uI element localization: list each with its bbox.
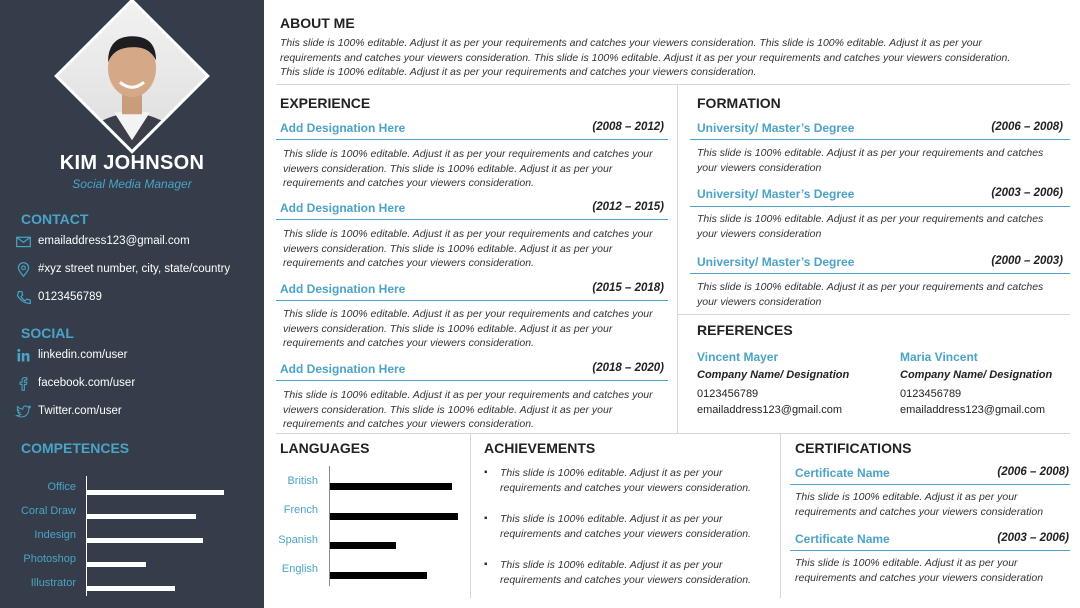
reference-name: Vincent Mayer bbox=[697, 350, 779, 364]
competence-label: Office bbox=[47, 481, 76, 493]
formation-dates: (2006 – 2008) bbox=[991, 121, 1063, 133]
divider bbox=[470, 434, 471, 598]
about-heading: ABOUT ME bbox=[280, 15, 355, 31]
language-bar bbox=[330, 513, 458, 520]
location-icon bbox=[13, 260, 33, 278]
language-bar bbox=[330, 483, 452, 490]
certifications-heading: CERTIFICATIONS bbox=[795, 440, 912, 456]
linkedin-icon bbox=[13, 346, 33, 364]
underline bbox=[690, 139, 1070, 140]
languages-heading: LANGUAGES bbox=[280, 440, 370, 456]
profile-name: KIM JOHNSON bbox=[59, 152, 205, 174]
about-line: This slide is 100% editable. Adjust it as per your requirements and catches your viewers consideration. This slide is 100% editable. Adjust it as per your bbox=[280, 37, 982, 49]
experience-description: This slide is 100% editable. Adjust it as per your requirements and catches your viewers consideration. This slide is 100% editable. Adjust it as per your requirements and catches your viewers consideration. bbox=[283, 148, 653, 189]
experience-dates: (2008 – 2012) bbox=[592, 121, 664, 133]
reference-company: Company Name/ Designation bbox=[900, 369, 1053, 381]
divider bbox=[678, 314, 1070, 315]
achievements-heading: ACHIEVEMENTS bbox=[484, 440, 596, 456]
competence-label: Indesign bbox=[34, 529, 76, 541]
language-bar bbox=[330, 542, 396, 549]
experience-title: Add Designation Here bbox=[280, 362, 406, 376]
certificate-title: Certificate Name bbox=[795, 532, 890, 546]
formation-title: University/ Master’s Degree bbox=[697, 121, 855, 135]
divider bbox=[276, 433, 1070, 434]
phone-icon bbox=[13, 288, 33, 306]
underline bbox=[690, 206, 1070, 207]
formation-dates: (2003 – 2006) bbox=[991, 187, 1063, 199]
facebook-icon bbox=[13, 374, 33, 392]
competences-heading: COMPETENCES bbox=[21, 440, 130, 456]
person-avatar-icon bbox=[54, 0, 210, 154]
competence-bar bbox=[87, 538, 203, 543]
language-label: Spanish bbox=[278, 534, 318, 546]
certificate-dates: (2006 – 2008) bbox=[997, 466, 1069, 478]
underline bbox=[276, 139, 668, 140]
language-label: English bbox=[281, 563, 318, 575]
competence-label: Photoshop bbox=[23, 553, 76, 565]
competence-bar bbox=[87, 490, 224, 495]
divider bbox=[780, 434, 781, 598]
social-heading: SOCIAL bbox=[21, 325, 74, 341]
social-facebook[interactable] bbox=[13, 374, 135, 392]
experience-dates: (2012 – 2015) bbox=[592, 201, 664, 213]
formation-dates: (2000 – 2003) bbox=[991, 255, 1063, 267]
formation-description: This slide is 100% editable. Adjust it as per your requirements and catches your viewers consideration bbox=[697, 281, 1044, 308]
competence-bar bbox=[87, 562, 146, 567]
contact-address-text: #xyz street number, city, state/country bbox=[38, 263, 231, 275]
references-heading: REFERENCES bbox=[697, 322, 793, 338]
competence-bar bbox=[87, 586, 175, 591]
about-text bbox=[280, 36, 1070, 80]
formation-heading: FORMATION bbox=[697, 95, 781, 111]
formation-description: This slide is 100% editable. Adjust it as per your requirements and catches your viewers consideration bbox=[697, 147, 1044, 174]
contact-email-text: emailaddress123@gmail.com bbox=[38, 235, 190, 247]
formation-description: This slide is 100% editable. Adjust it as per your requirements and catches your viewers consideration bbox=[697, 213, 1044, 240]
twitter-icon bbox=[13, 402, 33, 420]
formation-title: University/ Master’s Degree bbox=[697, 255, 855, 269]
experience-title: Add Designation Here bbox=[280, 121, 406, 135]
certificate-title: Certificate Name bbox=[795, 466, 890, 480]
experience-title: Add Designation Here bbox=[280, 282, 406, 296]
reference-name: Maria Vincent bbox=[900, 350, 978, 364]
certificate-dates: (2003 – 2006) bbox=[997, 532, 1069, 544]
reference-company: Company Name/ Designation bbox=[697, 369, 850, 381]
experience-heading: EXPERIENCE bbox=[280, 95, 371, 111]
contact-phone-text: 0123456789 bbox=[38, 291, 102, 303]
social-twitter-text: Twitter.com/user bbox=[38, 405, 122, 417]
about-line: This slide is 100% editable. Adjust it as per your requirements and catches your viewers consideration. bbox=[280, 66, 757, 78]
achievement-item: ▪ This slide is 100% editable. Adjust it as per your requirements and catches your viewers consideration. bbox=[484, 513, 751, 540]
reference-email[interactable]: emailaddress123@gmail.com bbox=[697, 404, 843, 416]
achievement-item: ▪ This slide is 100% editable. Adjust it as per your requirements and catches your viewers consideration. bbox=[484, 559, 751, 586]
experience-title: Add Designation Here bbox=[280, 201, 406, 215]
sidebar bbox=[0, 0, 264, 608]
experience-dates: (2015 – 2018) bbox=[592, 282, 664, 294]
underline bbox=[790, 484, 1070, 485]
social-facebook-text: facebook.com/user bbox=[38, 377, 136, 389]
social-linkedin[interactable] bbox=[13, 346, 127, 364]
about-line: requirements and catches your viewers consideration. This slide is 100% editable. Adjust it as per your requirements and catches your viewers consideration. bbox=[280, 51, 1011, 64]
social-linkedin-text: linkedin.com/user bbox=[38, 349, 128, 361]
contact-phone[interactable] bbox=[13, 288, 102, 306]
underline bbox=[276, 219, 668, 220]
email-icon bbox=[13, 232, 33, 250]
certificate-description: This slide is 100% editable. Adjust it as per your requirements and catches your viewers consideration bbox=[795, 491, 1044, 518]
underline bbox=[790, 550, 1070, 551]
competence-label: Coral Draw bbox=[20, 505, 76, 517]
experience-description: This slide is 100% editable. Adjust it as per your requirements and catches your viewers consideration. This slide is 100% editable. Adjust it as per your requirements and catches your viewers consideration. bbox=[283, 228, 653, 269]
certificate-description: This slide is 100% editable. Adjust it as per your requirements and catches your viewers consideration bbox=[795, 557, 1044, 584]
competence-label: Illustrator bbox=[30, 577, 76, 589]
underline bbox=[276, 380, 668, 381]
competence-bar bbox=[87, 514, 196, 519]
experience-description: This slide is 100% editable. Adjust it as per your requirements and catches your viewers consideration. This slide is 100% editable. Adjust it as per your requirements and catches your viewers consideration. bbox=[283, 308, 653, 349]
language-label: French bbox=[283, 504, 318, 516]
experience-dates: (2018 – 2020) bbox=[592, 362, 664, 374]
reference-email[interactable]: emailaddress123@gmail.com bbox=[900, 404, 1046, 416]
underline bbox=[690, 273, 1070, 274]
underline bbox=[276, 300, 668, 301]
divider bbox=[276, 84, 1070, 85]
language-bar bbox=[330, 572, 427, 579]
reference-phone: 0123456789 bbox=[697, 388, 759, 400]
reference-phone: 0123456789 bbox=[900, 388, 962, 400]
contact-address bbox=[13, 260, 230, 278]
profile-role: Social Media Manager bbox=[72, 177, 192, 191]
social-twitter[interactable] bbox=[13, 402, 122, 420]
contact-heading: CONTACT bbox=[21, 211, 89, 227]
divider bbox=[677, 85, 678, 433]
profile-photo bbox=[54, 0, 210, 154]
experience-description: This slide is 100% editable. Adjust it as per your requirements and catches your viewers consideration. This slide is 100% editable. Adjust it as per your requirements and catches your viewers consideration. bbox=[283, 389, 653, 430]
language-label: British bbox=[287, 475, 318, 487]
formation-title: University/ Master’s Degree bbox=[697, 187, 855, 201]
contact-email[interactable] bbox=[13, 232, 190, 250]
achievement-item: ▪ This slide is 100% editable. Adjust it as per your requirements and catches your viewers consideration. bbox=[484, 467, 751, 494]
